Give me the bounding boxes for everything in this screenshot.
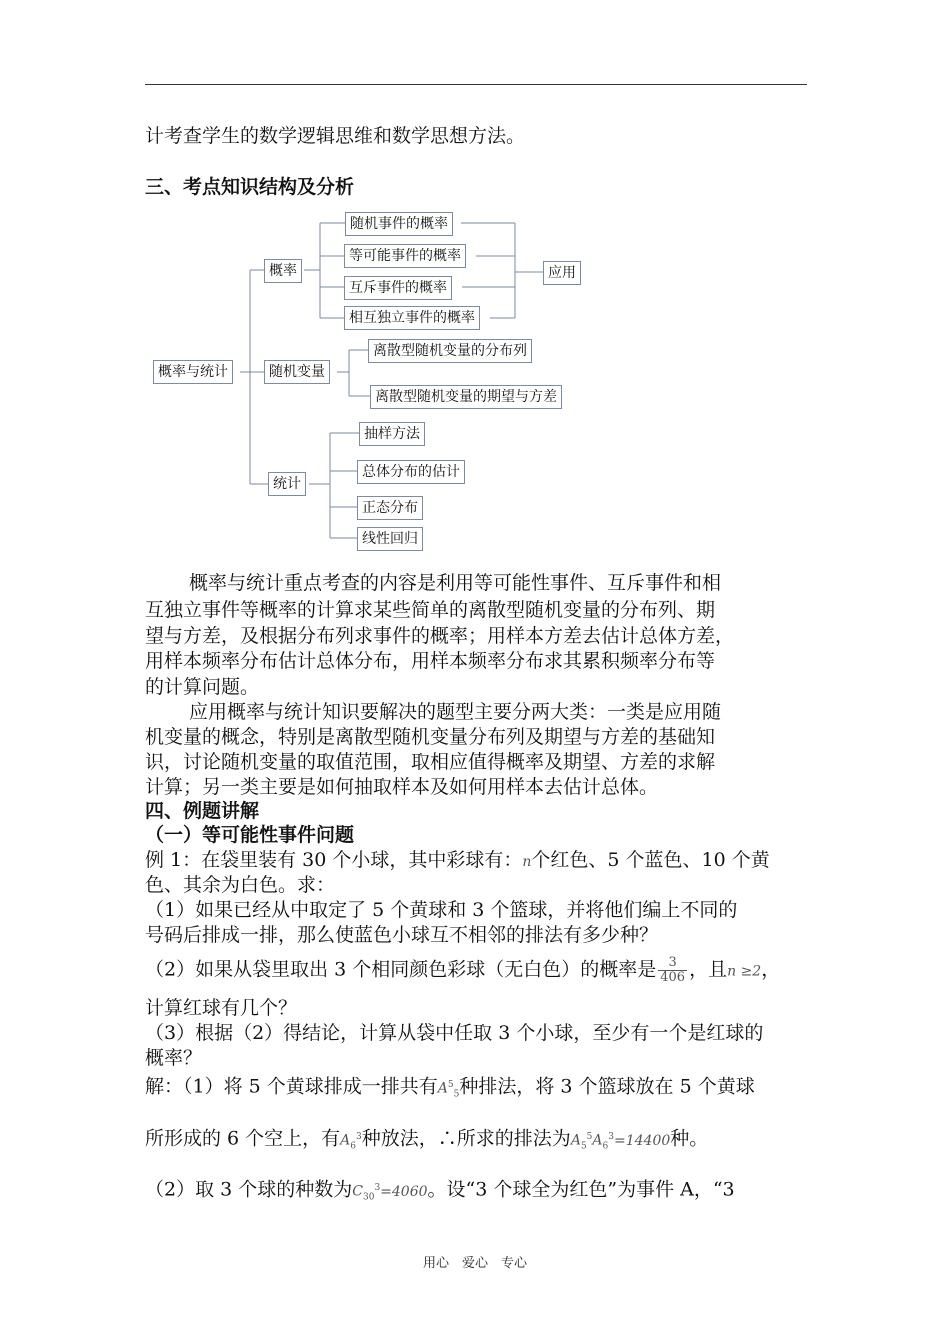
math-c30-3: $C_{30}^3$ [352, 1183, 381, 1203]
question-2: 计算红球有几个？ [145, 997, 298, 1019]
diagram-branch-random-variable: 随机变量 [264, 360, 330, 384]
subsection1-title: （一）等可能性事件问题 [145, 824, 355, 846]
para2-line: 识，讨论随机变量的取值范围，取相应值得概率及期望、方差的求解 [145, 751, 716, 773]
page-footer: 用心 爱心 专心 [422, 1256, 527, 1271]
para1-line: 互独立事件等概率的计算求某些简单的离散型随机变量的分布列、期 [145, 599, 716, 621]
diagram-branch-statistics: 统计 [268, 472, 306, 496]
diagram-prob-item: 随机事件的概率 [345, 212, 453, 236]
math-a55-a63: $A_5^5A_6^3$ [570, 1132, 614, 1152]
solution-line: （2）取 3 个球的种数为$C_{30}^3=4060$。设“3 个球全为红色”为事件 A，“3 [145, 1175, 735, 1210]
diagram-stat-item: 线性回归 [357, 527, 423, 551]
section3-title: 三、考点知识结构及分析 [145, 176, 355, 198]
knowledge-structure-diagram [0, 0, 950, 600]
question-1: （1）如果已经从中取定了 5 个黄球和 3 个篮球，并将他们编上不同的 [145, 899, 738, 921]
diagram-branch-probability: 概率 [264, 259, 302, 283]
example-line: 色、其余为白色。求： [145, 874, 336, 896]
math-a63: $A_6^3$ [340, 1132, 362, 1152]
diagram-root: 概率与统计 [153, 360, 233, 384]
para1-line: 的计算问题。 [145, 676, 260, 698]
math-n: n [522, 854, 532, 870]
therefore-symbol: ∴ [437, 1127, 457, 1150]
intro-line: 计考查学生的数学逻辑思维和数学思想方法。 [145, 125, 526, 147]
diagram-prob-item: 等可能事件的概率 [344, 244, 466, 268]
question-1: 号码后排成一排，那么使蓝色小球互不相邻的排法有多少种？ [145, 924, 659, 946]
fraction: $\frac{3}{406}$ [660, 955, 686, 985]
para1-line: 概率与统计重点考查的内容是利用等可能性事件、互斥事件和相 [189, 572, 722, 594]
question-3: （3）根据（2）得结论，计算从袋中任取 3 个小球，至少有一个是红球的 [145, 1022, 764, 1044]
math-a55: $A^5_5$ [437, 1080, 460, 1100]
diagram-stat-item: 正态分布 [357, 496, 423, 520]
diagram-prob-item: 互斥事件的概率 [344, 276, 452, 300]
diagram-rv-item: 离散型随机变量的期望与方差 [370, 385, 562, 409]
para2-line: 机变量的概念，特别是离散型随机变量分布列及期望与方差的基础知 [145, 726, 716, 748]
question-3: 概率？ [145, 1047, 203, 1069]
para1-line: 望与方差，及根据分布列求事件的概率；用样本方差去估计总体方差， [145, 625, 735, 647]
section4-title: 四、例题讲解 [145, 800, 260, 822]
para1-line: 用样本频率分布估计总体分布，用样本频率分布求其累积频率分布等 [145, 650, 716, 672]
diagram-rv-item: 离散型随机变量的分布列 [368, 339, 532, 363]
diagram-prob-item: 相互独立事件的概率 [344, 306, 480, 330]
diagram-application: 应用 [543, 261, 581, 285]
question-2: （2）如果从袋里取出 3 个相同颜色彩球（无白色）的概率是 $\frac{3}{406}$ ，且n ≥2， [145, 955, 781, 985]
para2-line: 应用概率与统计知识要解决的题型主要分两大类：一类是应用随 [189, 701, 722, 723]
example-line: 例 1：在袋里装有 30 个小球，其中彩球有：n个红色、5 个蓝色、10 个黄 [145, 849, 770, 871]
diagram-stat-item: 总体分布的估计 [357, 460, 465, 484]
para2-line: 计算；另一类主要是如何抽取样本及如何用样本去估计总体。 [145, 776, 659, 798]
solution-line: 解：（1）将 5 个黄球排成一排共有$A^5_5$种排法，将 3 个篮球放在 5 个黄球 [145, 1072, 755, 1107]
diagram-stat-item: 抽样方法 [359, 422, 425, 446]
solution-line: 所形成的 6 个空上，有$A_6^3$种放法，∴所求的排法为$A_5^5A_6^3=14400$种。 [145, 1124, 708, 1159]
